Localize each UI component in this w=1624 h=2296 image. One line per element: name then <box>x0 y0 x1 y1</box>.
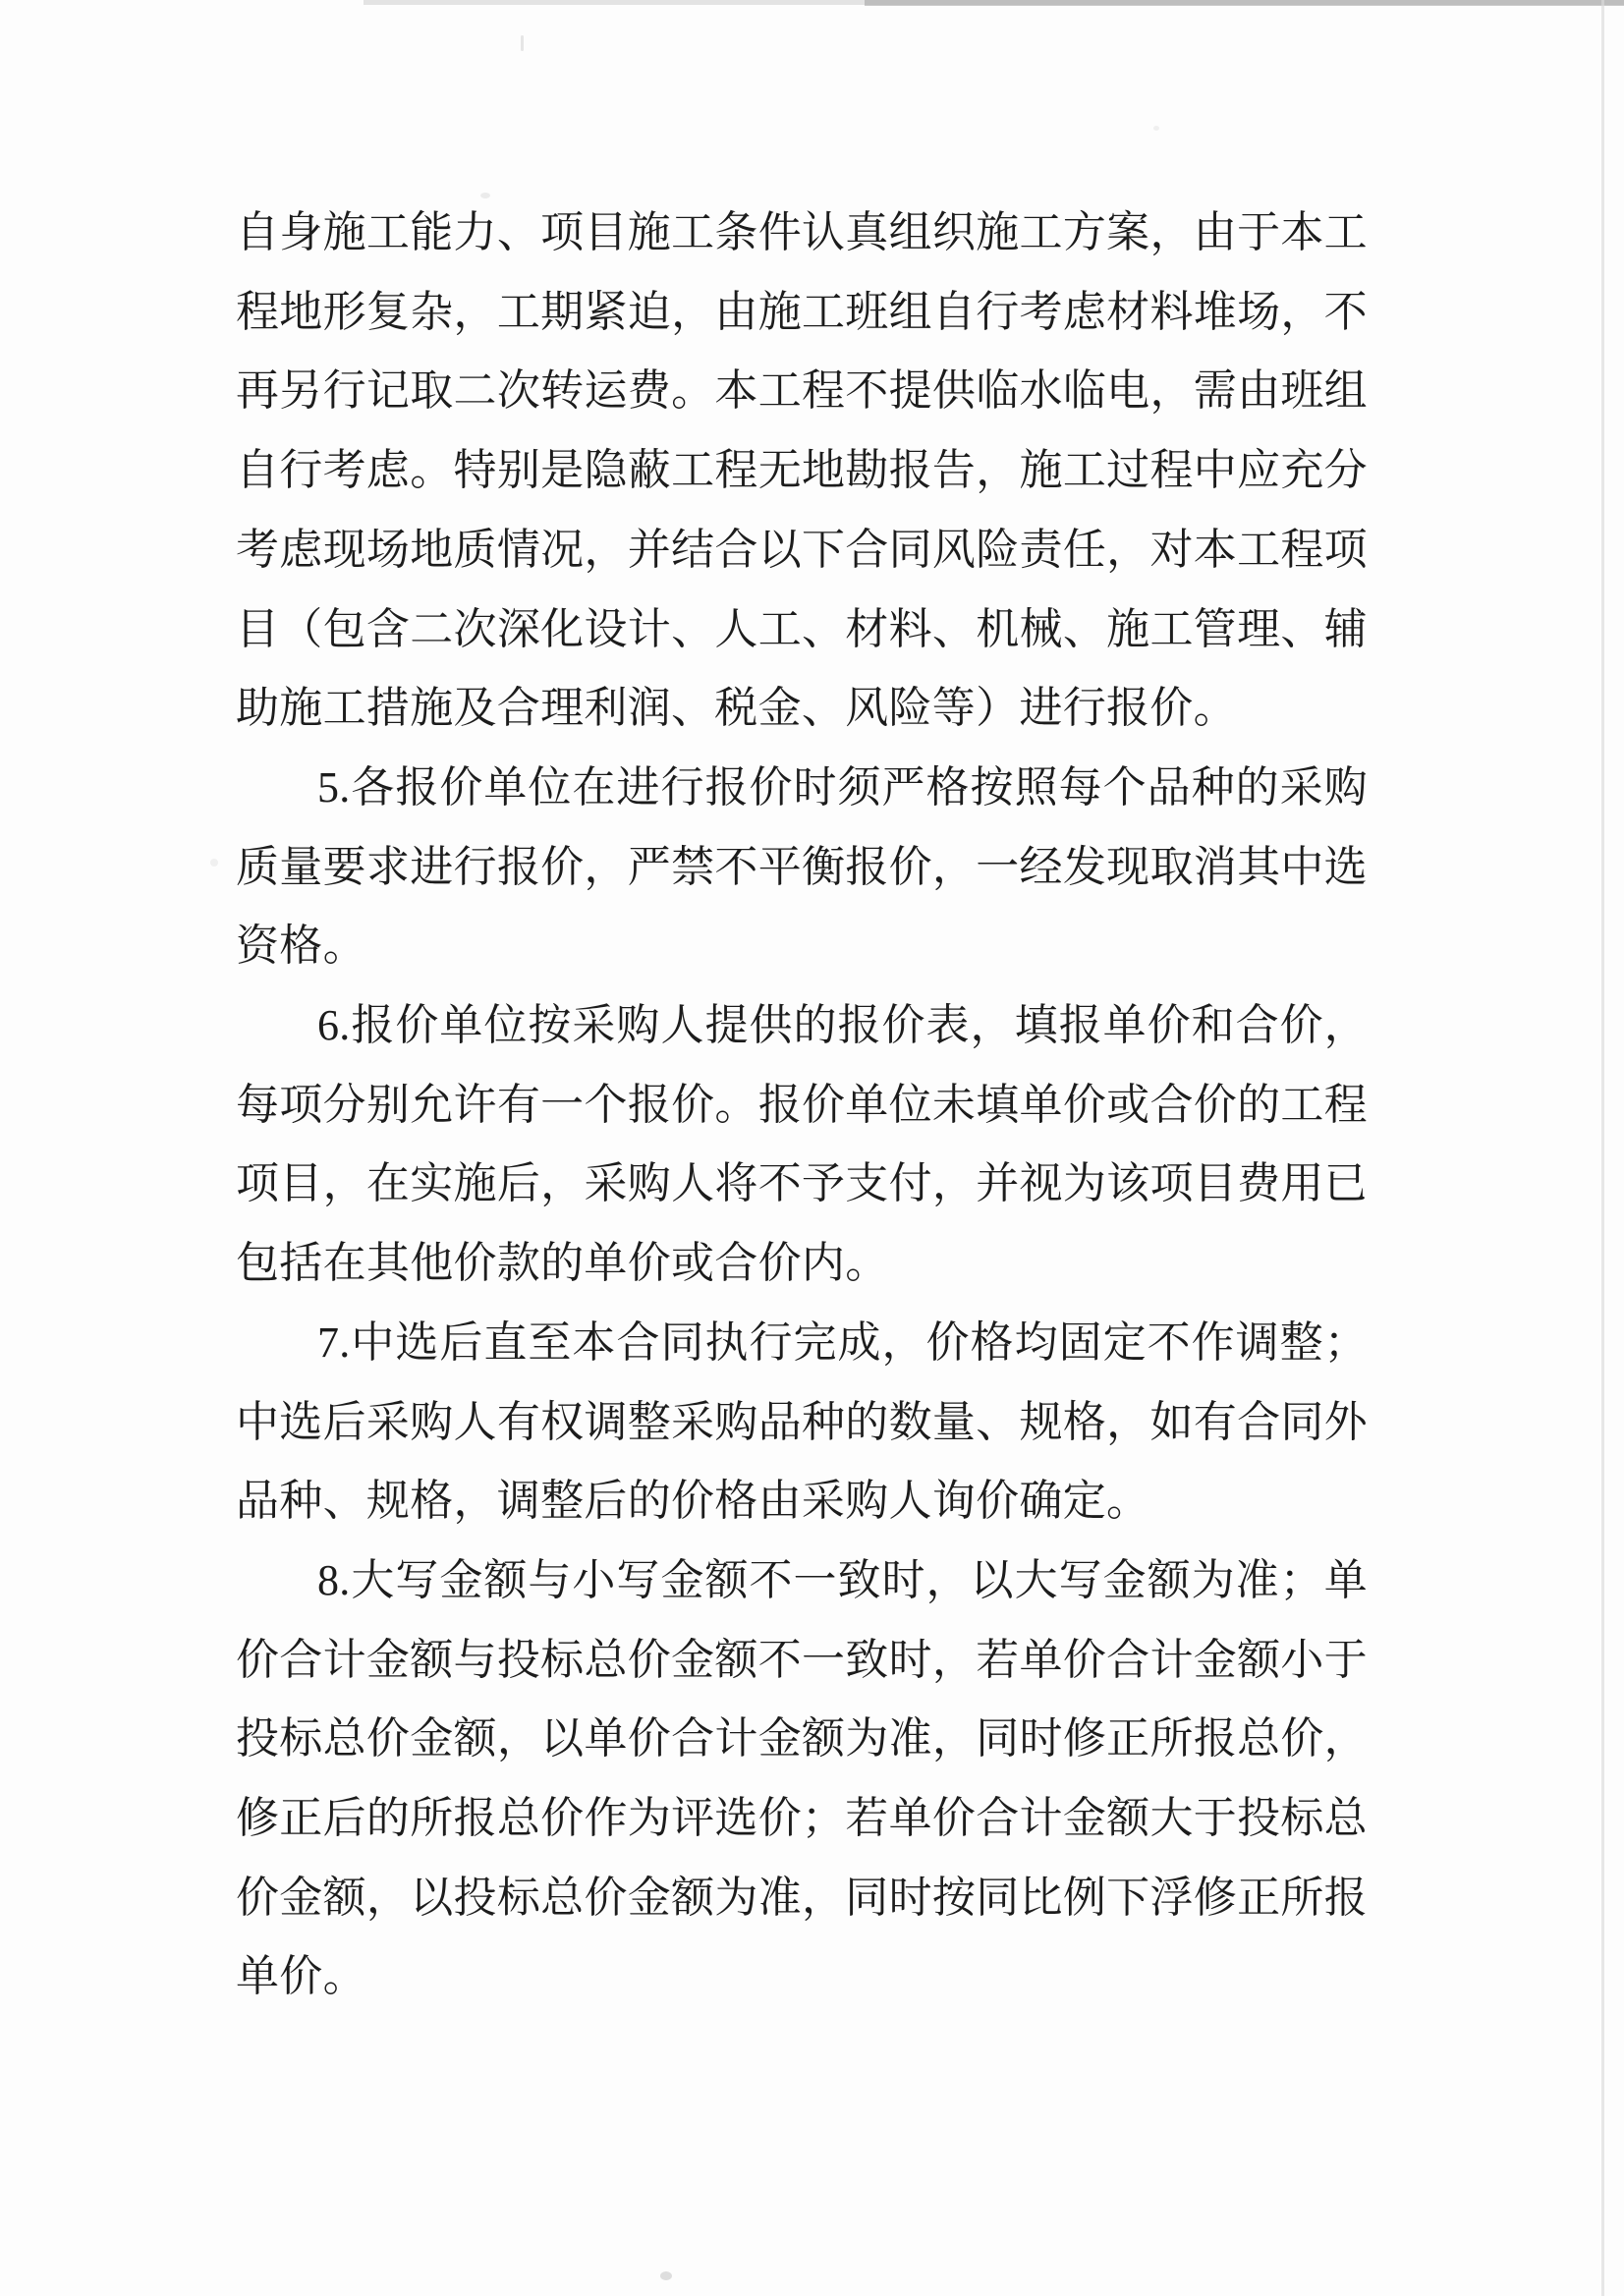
scan-speck <box>660 2271 672 2280</box>
scan-edge-artifact-top-dark <box>865 0 1624 6</box>
scan-edge-artifact-right <box>1601 0 1604 2296</box>
paragraph: 自身施工能力、项目施工条件认真组织施工方案，由于本工程地形复杂，工期紧迫，由施工班组自行考虑材料堆场，不再另行记取二次转运费。本工程不提供临水临电，需由班组自行考虑。特别是隐蔽工程无地勘报告，施工过程中应充分考虑现场地质情况，并结合以下合同风险责任，对本工程项目（包含二次深化设计、人工、材料、机械、施工管理、辅助施工措施及合理利润、税金、风险等）进行报价。 <box>236 208 1368 733</box>
scan-edge-artifact-top <box>364 0 1624 5</box>
scan-speck <box>521 35 524 51</box>
scan-speck <box>1153 126 1159 131</box>
paragraph: 7.中选后直至本合同执行完成，价格均固定不作调整；中选后采购人有权调整采购品种的数量、规格，如有合同外品种、规格，调整后的价格由采购人询价确定。 <box>236 1317 1368 1526</box>
paragraph: 8.大写金额与小写金额不一致时，以大写金额为准；单价合计金额与投标总价金额不一致时，若单价合计金额小于投标总价金额，以单价合计金额为准，同时修正所报总价，修正后的所报总价作为评选价；若单价合计金额大于投标总价金额，以投标总价金额为准，同时按同比例下浮修正所报单价。 <box>236 1555 1368 2001</box>
paragraph: 6.报价单位按采购人提供的报价表，填报单价和合价，每项分别允许有一个报价。报价单位未填单价或合价的工程项目，在实施后，采购人将不予支付，并视为该项目费用已包括在其他价款的单价或合价内。 <box>236 1001 1368 1288</box>
paragraph: 5.各报价单位在进行报价时须严格按照每个品种的采购质量要求进行报价，严禁不平衡报价，一经发现取消其中选资格。 <box>236 762 1368 971</box>
document-text-block <box>236 194 1368 2017</box>
scan-speck <box>210 859 218 867</box>
